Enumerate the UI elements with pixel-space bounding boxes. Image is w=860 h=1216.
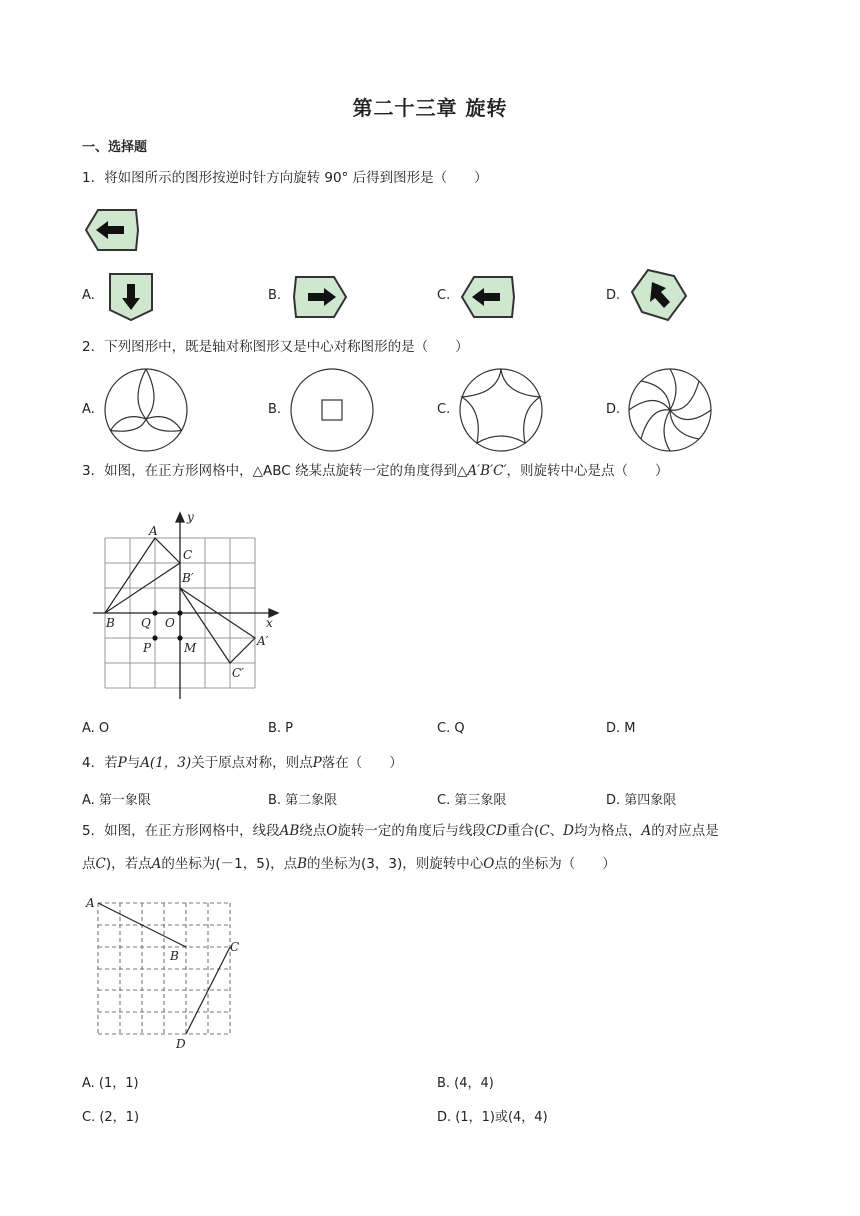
q5-a2: A (151, 856, 162, 872)
y-axis-label: y (187, 510, 194, 524)
q5-l1-e: 、 (549, 823, 564, 839)
x-axis-label: x (266, 616, 273, 630)
q2-option-b-figure (289, 367, 375, 453)
q2-option-d-label: D. (606, 402, 621, 417)
q5-option-b: B. (4，4) (437, 1076, 494, 1091)
q5-option-c: C. (2，1) (82, 1110, 140, 1125)
q5-l2-c: 的坐标为(－1，5)，点 (161, 856, 298, 872)
question-3-text (82, 460, 669, 482)
q4-option-a: A. 第一象限 (82, 793, 151, 808)
q3-option-d: D. M (606, 721, 636, 736)
q5-l2-b: )，若点 (105, 856, 152, 872)
triangle-abc (105, 538, 180, 613)
q4-option-d: D. 第四象限 (606, 793, 677, 808)
q4-p: P (117, 755, 127, 771)
q5-c: C (539, 823, 550, 839)
question-2-text: 2．下列图形中，既是轴对称图形又是中心对称图形的是（ ） (82, 339, 469, 355)
q5-option-a: A. (1，1) (82, 1076, 139, 1091)
question-1-text: 1．将如图所示的图形按逆时针方向旋转 90° 后得到图形是（ ） (82, 170, 488, 186)
q5-d: D (563, 823, 574, 839)
q5-ab: AB (279, 823, 300, 839)
q5-label-d: D (176, 1037, 186, 1051)
q5-l1-f: 均为格点， (573, 823, 642, 839)
q5-l2-a: 点 (82, 856, 96, 872)
q1-option-a-shape (106, 272, 156, 322)
q5-l1-g: 的对应点是 (651, 823, 719, 839)
label-m: M (184, 641, 197, 655)
q4-t1: 4．若 (82, 755, 118, 771)
q5-l1-d: 重合( (507, 823, 540, 839)
point-q (152, 610, 157, 615)
q5-l1-b: 绕点 (299, 823, 327, 839)
q4-t3: 关于原点对称，则点 (191, 755, 313, 771)
label-a: A (149, 524, 158, 538)
q1-option-b-shape (292, 275, 348, 319)
q5-label-c: C (230, 940, 240, 954)
q1-option-b-label: B. (268, 288, 282, 303)
q5-c2: C (95, 856, 106, 872)
q2-option-c-label: C. (437, 402, 451, 417)
q1-option-d-label: D. (606, 288, 621, 303)
q5-l2-d: 的坐标为(3，3)，则旋转中心 (307, 856, 484, 872)
label-p: P (143, 641, 152, 655)
page-title: 第二十三章 旋转 (352, 96, 508, 120)
q5-dashed-grid (98, 903, 230, 1034)
q5-label-b: B (170, 949, 179, 963)
q4-option-c: C. 第三象限 (437, 793, 507, 808)
q4-a: A(1，3) (140, 755, 192, 771)
q3-text-after: ，则旋转中心是点（ ） (506, 463, 669, 479)
label-o: O (165, 616, 175, 630)
q5-o2: O (483, 856, 495, 872)
q1-option-a-label: A. (82, 288, 95, 303)
q5-l2-e: 点的坐标为（ ） (494, 856, 616, 872)
q5-a: A (641, 823, 652, 839)
label-b-prime: B′ (182, 571, 194, 585)
q2-option-a-label: A. (82, 402, 95, 417)
point-m (177, 635, 182, 640)
q1-option-c-shape (460, 275, 516, 319)
q3-option-b: B. P (268, 721, 294, 736)
q3-axes (93, 513, 278, 699)
y-axis-arrow-icon (176, 513, 184, 522)
label-b: B (106, 616, 115, 630)
point-o (177, 610, 182, 615)
q5-l1-c: 旋转一定的角度后与线段 (337, 823, 486, 839)
q1-option-d-shape (628, 266, 690, 326)
q3-text-math: △A′B′C′ (456, 463, 507, 479)
question-4-text (82, 752, 403, 774)
q2-option-d-figure (627, 367, 713, 453)
q2-option-b-label: B. (268, 402, 282, 417)
q5-o: O (326, 823, 338, 839)
q5-l1-a: 5．如图，在正方形网格中，线段 (82, 823, 280, 839)
question-5-line-2 (82, 853, 616, 875)
q2-option-c-figure (458, 367, 544, 453)
q2-option-a-figure (103, 367, 189, 453)
q5-cd: CD (485, 823, 507, 839)
q5-b: B (297, 856, 308, 872)
q3-text-before: 3．如图，在正方形网格中，△ABC 绕某点旋转一定的角度得到 (82, 463, 457, 479)
label-c-prime: C′ (232, 666, 244, 680)
q5-option-d: D. (1，1)或(4，4) (437, 1110, 548, 1125)
question-5-line-1 (82, 820, 719, 842)
label-q: Q (141, 616, 151, 630)
q1-option-c-label: C. (437, 288, 451, 303)
section-heading: 一、选择题 (82, 140, 148, 155)
q5-grid-figure (84, 894, 244, 1054)
q4-t2: 与 (126, 755, 141, 771)
q3-option-c: C. Q (437, 721, 465, 736)
q5-label-a: A (86, 896, 95, 910)
label-a-prime: A′ (257, 634, 269, 648)
q4-t4: 落在（ ） (321, 755, 403, 771)
q3-coordinate-figure (88, 505, 288, 705)
point-p (152, 635, 157, 640)
q4-option-b: B. 第二象限 (268, 793, 338, 808)
q1-original-shape (84, 208, 140, 252)
q3-option-a: A. O (82, 721, 110, 736)
label-c: C (183, 548, 193, 562)
q4-p2: P (312, 755, 322, 771)
